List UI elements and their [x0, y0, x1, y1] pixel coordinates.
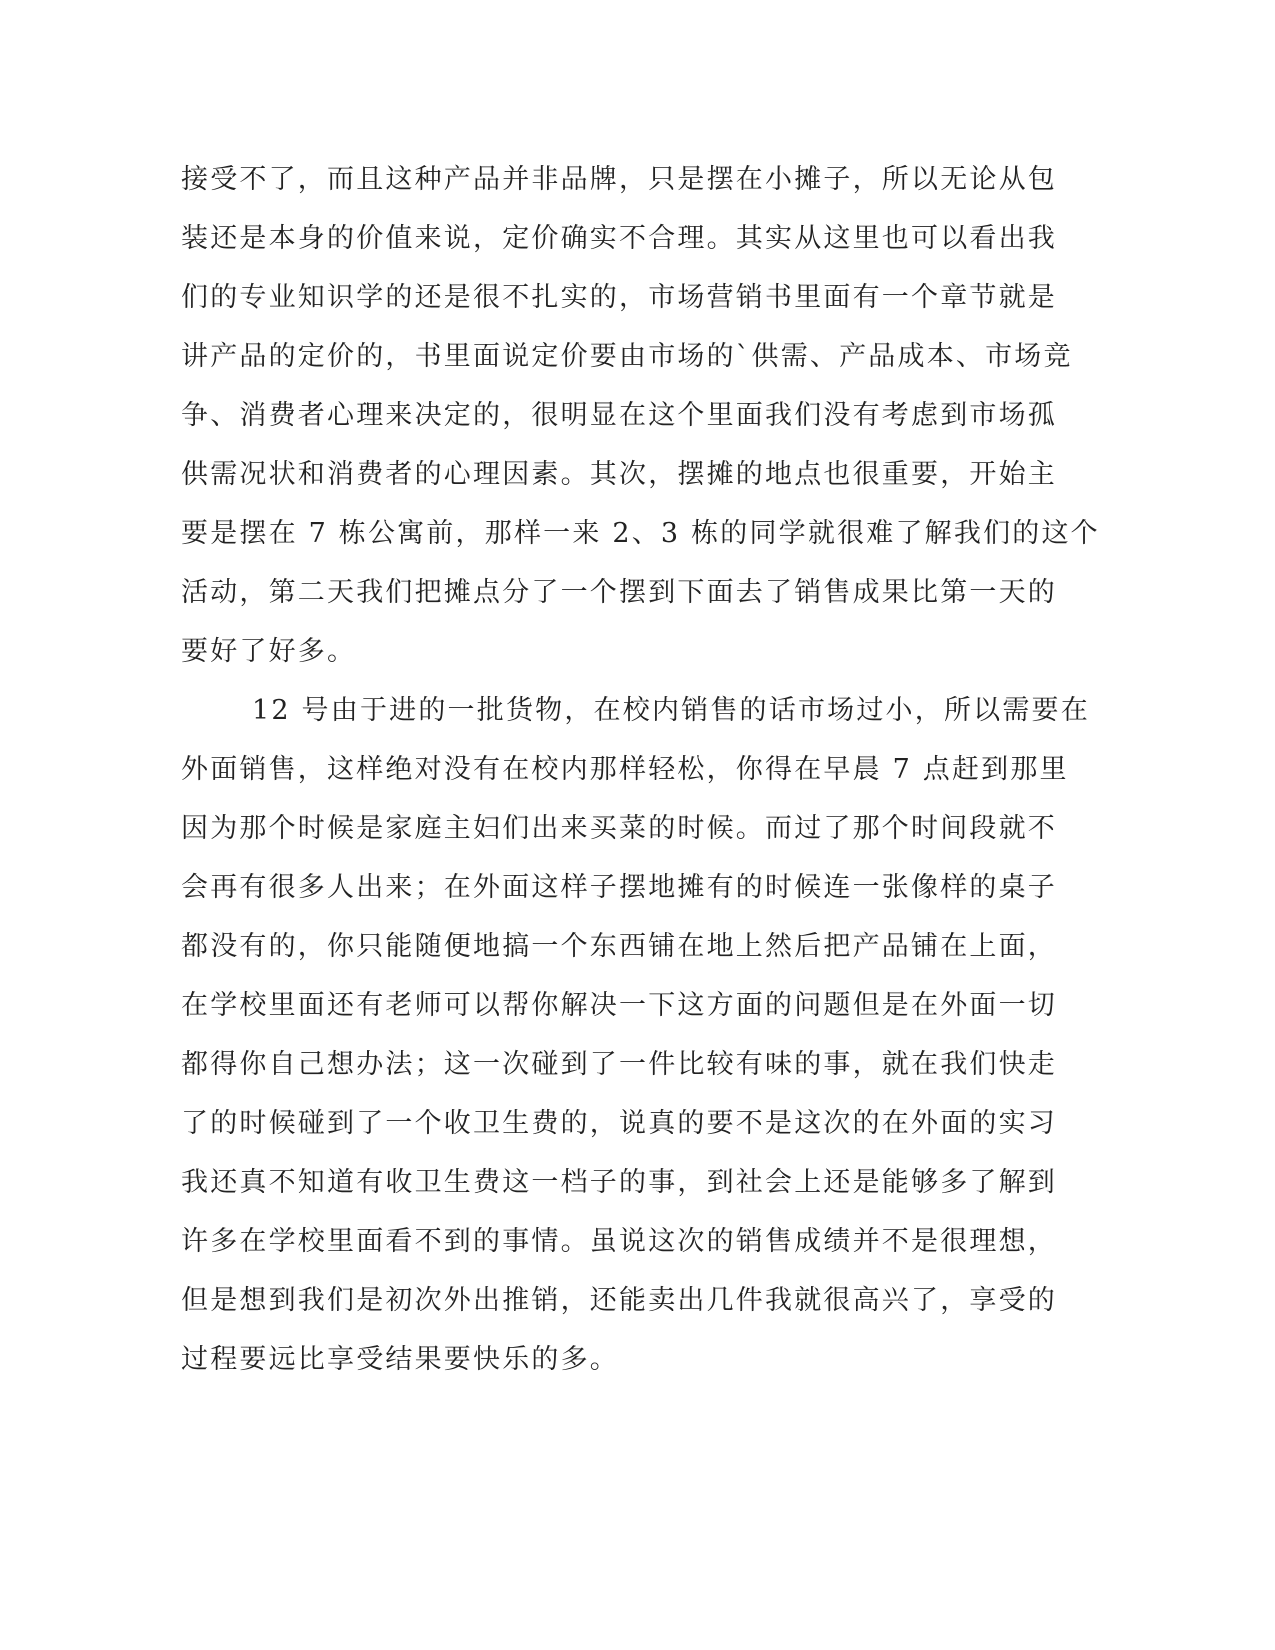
paragraph-2-line-5: 都没有的，你只能随便地搞一个东西铺在地上然后把产品铺在上面，: [181, 931, 1057, 962]
paragraph-2-line-2: 外面销售，这样绝对没有在校内那样轻松，你得在早晨 7 点赶到那里: [181, 754, 1069, 785]
paragraph-2-line-3: 因为那个时候是家庭主妇们出来买菜的时候。而过了那个时间段就不: [181, 813, 1057, 844]
paragraph-1-line-9: 要好了好多。: [181, 636, 357, 667]
paragraph-2-line-10: 许多在学校里面看不到的事情。虽说这次的销售成绩并不是很理想，: [181, 1226, 1057, 1257]
paragraph-1-line-5: 争、消费者心理来决定的，很明显在这个里面我们没有考虑到市场孤: [181, 400, 1057, 431]
paragraph-1-line-8: 活动，第二天我们把摊点分了一个摆到下面去了销售成果比第一天的: [181, 577, 1057, 608]
paragraph-2-line-12: 过程要远比享受结果要快乐的多。: [181, 1344, 619, 1375]
paragraph-2-line-7: 都得你自己想办法；这一次碰到了一件比较有味的事，就在我们快走: [181, 1049, 1057, 1080]
paragraph-1-line-2: 装还是本身的价值来说，定价确实不合理。其实从这里也可以看出我: [181, 223, 1057, 254]
paragraph-2-line-1: 12 号由于进的一批货物，在校内销售的话市场过小，所以需要在: [252, 695, 1090, 726]
paragraph-2-line-11: 但是想到我们是初次外出推销，还能卖出几件我就很高兴了，享受的: [181, 1285, 1057, 1316]
paragraph-1-line-1: 接受不了，而且这种产品并非品牌，只是摆在小摊子，所以无论从包: [181, 164, 1057, 195]
paragraph-1-line-7: 要是摆在 7 栋公寓前，那样一来 2、3 栋的同学就很难了解我们的这个: [181, 518, 1100, 549]
paragraph-1-line-3: 们的专业知识学的还是很不扎实的，市场营销书里面有一个章节就是: [181, 282, 1057, 313]
paragraph-1-line-4: 讲产品的定价的，书里面说定价要由市场的`供需、产品成本、市场竞: [181, 341, 1073, 372]
paragraph-2-line-9: 我还真不知道有收卫生费这一档子的事，到社会上还是能够多了解到: [181, 1167, 1057, 1198]
paragraph-2-line-8: 了的时候碰到了一个收卫生费的，说真的要不是这次的在外面的实习: [181, 1108, 1057, 1139]
paragraph-2-line-6: 在学校里面还有老师可以帮你解决一下这方面的问题但是在外面一切: [181, 990, 1057, 1021]
paragraph-2-line-4: 会再有很多人出来；在外面这样子摆地摊有的时候连一张像样的桌子: [181, 872, 1057, 903]
paragraph-1-line-6: 供需况状和消费者的心理因素。其次，摆摊的地点也很重要，开始主: [181, 459, 1057, 490]
